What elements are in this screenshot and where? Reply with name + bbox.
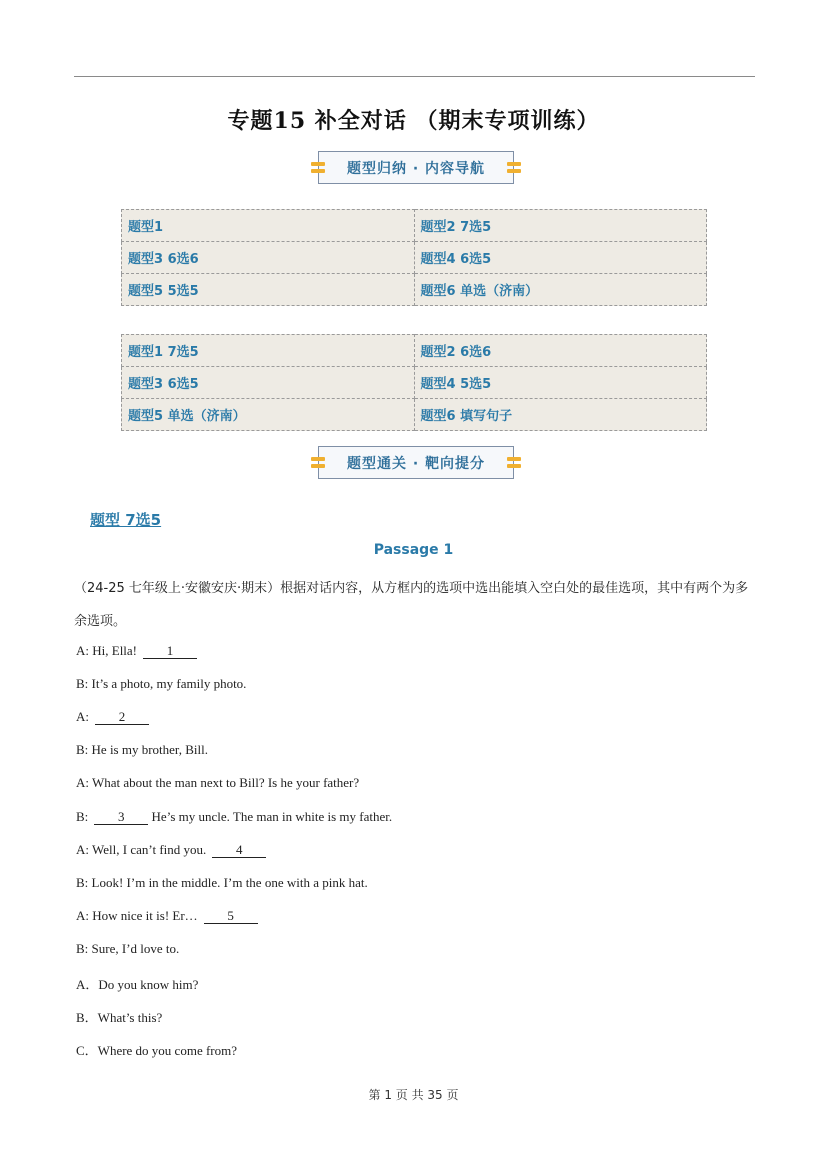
dialogue-text: A: Hi, Ella! [76,643,138,658]
dialogue-line [76,974,198,993]
banner-decoration-icon [311,160,325,174]
answer-blank[interactable]: 1 [143,644,197,659]
dialogue-text: A: [76,709,89,725]
page-footer: 第 1 页 共 35 页 [368,1088,459,1102]
dialogue-text: C．Where do you come from? [76,1043,238,1059]
dialogue-line [76,742,208,758]
toc2-link-2[interactable]: 题型2 6选6 [414,335,707,367]
dialogue-line [76,1040,237,1059]
header-rule [74,76,755,77]
answer-blank[interactable]: 2 [95,710,149,725]
toc-row [122,367,707,399]
dialogue-line [76,709,149,725]
dialogue-text: A: Well, I can’t find you. [76,841,207,857]
dialogue-text: B: He is my brother, Bill. [76,742,208,758]
banner-decoration-icon [311,455,325,469]
toc-table-1 [121,209,707,306]
dialogue-text: B: It’s a photo, my family photo. [76,676,247,692]
dialogue-text: A: How nice it is! Er… [76,907,198,923]
toc1-link-3[interactable]: 题型3 6选6 [122,242,415,274]
dialogue-line [76,1007,162,1026]
dialogue-text: B: Sure, I’d love to. [76,940,180,956]
dialogue-line [76,941,179,957]
toc2-link-1[interactable]: 题型1 7选5 [122,335,415,367]
toc-row [122,210,707,242]
toc2-link-3[interactable]: 题型3 6选5 [122,367,415,399]
passage-title: Passage 1 [373,542,454,558]
dialogue-line [76,875,368,891]
dialogue-text: A: What about the man next to Bill? Is he your father? [76,775,360,791]
banner-decoration-icon [507,455,521,469]
practice-banner [318,446,514,479]
nav-banner-label: 题型归纳 · 内容导航 [346,160,486,177]
toc-table-2 [121,334,707,431]
toc2-link-5[interactable]: 题型5 单选（济南） [122,399,415,431]
toc2-link-4[interactable]: 题型4 5选5 [414,367,707,399]
dialogue-text-after: He’s my uncle. The man in white is my father. [148,808,393,824]
toc1-link-2[interactable]: 题型2 7选5 [414,210,707,242]
instruction-text: （24-25 七年级上·安徽安庆·期末）根据对话内容，从方框内的选项中选出能填入空白处的最佳选项，其中有两个为多余选项。 [74,581,749,629]
answer-blank[interactable]: 4 [212,843,266,858]
dialogue-line [76,676,246,692]
nav-banner [318,151,514,184]
dialogue-line [76,908,258,924]
banner-decoration-icon [507,160,521,174]
toc-row [122,242,707,274]
dialogue-text: B．What’s this? [76,1010,163,1026]
toc-row [122,399,707,431]
toc2-link-6[interactable]: 题型6 填写句子 [414,399,707,431]
dialogue-line [76,643,197,659]
page-title: 专题15 补全对话 （期末专项训练） [227,108,600,134]
toc-row [122,274,707,306]
toc1-link-5[interactable]: 题型5 5选5 [122,274,415,306]
dialogue-text: B: Look! I’m in the middle. I’m the one with a pink hat. [76,874,368,890]
toc1-link-6[interactable]: 题型6 单选（济南） [414,274,707,306]
toc1-link-1[interactable]: 题型1 [122,210,415,242]
answer-blank[interactable]: 3 [94,810,148,825]
dialogue-text: B: [76,808,89,824]
practice-banner-label: 题型通关 · 靶向提分 [346,455,486,472]
answer-blank[interactable]: 5 [204,909,258,924]
section-heading[interactable]: 题型 7选5 [90,511,162,529]
toc-row [122,335,707,367]
dialogue-line [76,842,266,858]
toc1-link-4[interactable]: 题型4 6选5 [414,242,707,274]
dialogue-line [76,809,392,825]
dialogue-text: A．Do you know him? [76,977,199,992]
dialogue-line [76,775,359,791]
